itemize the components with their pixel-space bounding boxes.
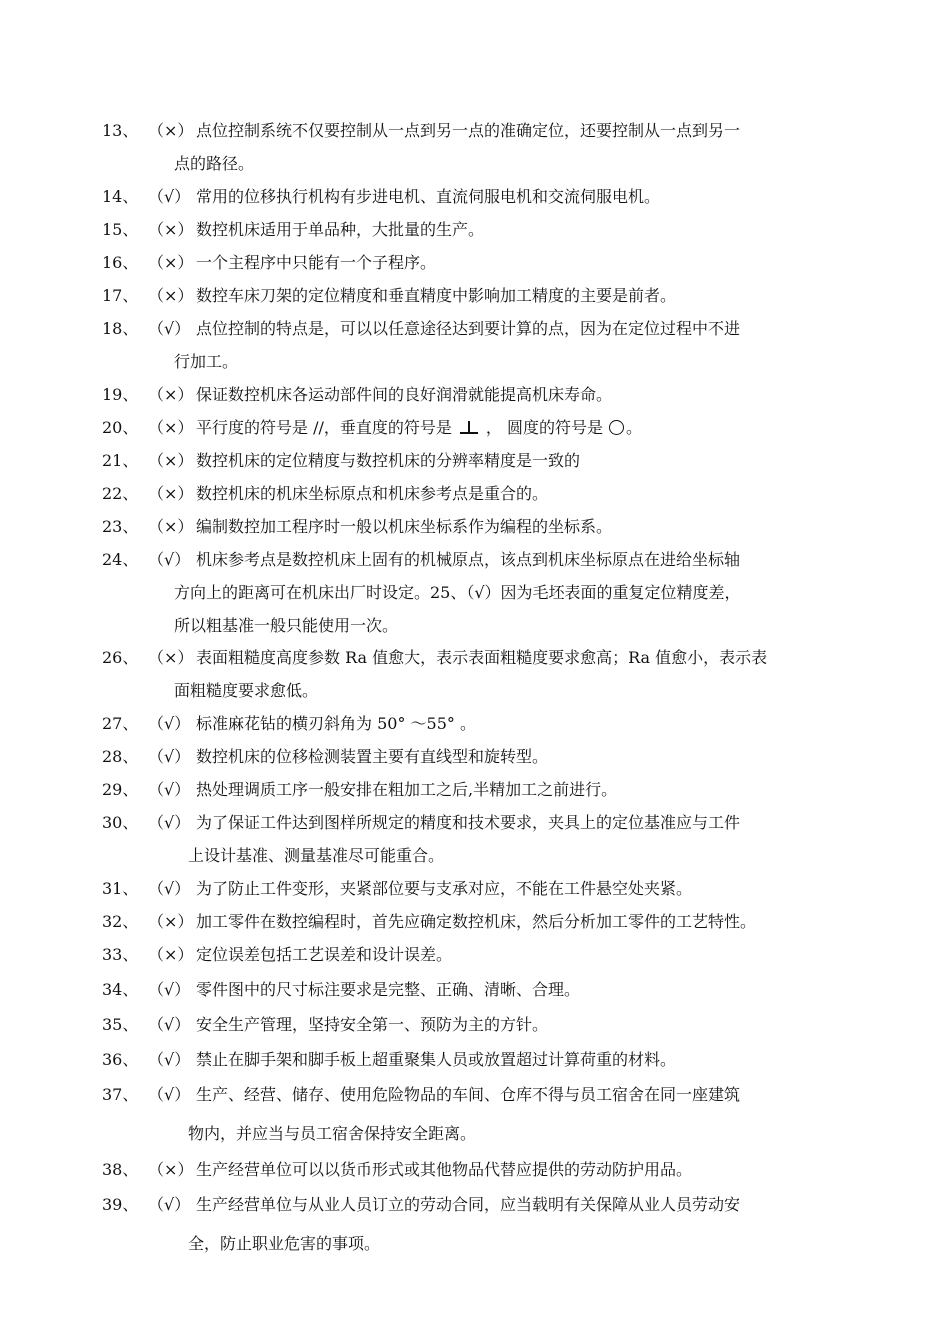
question-text: 安全生产管理，坚持安全第一、预防为主的方针。 bbox=[196, 1015, 549, 1034]
answer-mark: （√） bbox=[148, 747, 191, 766]
question-number: 17、 bbox=[102, 286, 139, 305]
question-text-continued: 方向上的距离可在机床出厂时设定。25、（√）因为毛坯表面的重复定位精度差， bbox=[174, 583, 741, 602]
answer-mark: （√） bbox=[148, 550, 191, 569]
question-24 bbox=[102, 543, 872, 642]
question-text: 加工零件在数控编程时，首先应确定数控机床，然后分析加工零件的工艺特性。 bbox=[196, 912, 757, 931]
question-text: 一个主程序中只能有一个子程序。 bbox=[196, 253, 437, 272]
question-text: 常用的位移执行机构有步进电机、直流伺服电机和交流伺服电机。 bbox=[196, 187, 661, 206]
question-text: 生产、经营、储存、使用危险物品的车间、仓库不得与员工宿舍在同一座建筑 bbox=[196, 1085, 741, 1104]
question-text: 点位控制的特点是，可以以任意途径达到要计算的点，因为在定位过程中不进 bbox=[196, 319, 741, 338]
question-28 bbox=[102, 740, 872, 773]
question-number: 19、 bbox=[102, 385, 139, 404]
answer-mark: （×） bbox=[148, 912, 194, 931]
perpendicularity-symbol-icon bbox=[458, 419, 480, 435]
question-text: 定位误差包括工艺误差和设计误差。 bbox=[196, 945, 453, 964]
answer-mark: （√） bbox=[148, 879, 191, 898]
question-number: 16、 bbox=[102, 253, 139, 272]
question-number: 13、 bbox=[102, 121, 139, 140]
answer-mark: （√） bbox=[148, 319, 191, 338]
answer-mark: （×） bbox=[148, 418, 194, 437]
answer-mark: （√） bbox=[148, 813, 191, 832]
answer-mark: （√） bbox=[148, 1050, 191, 1069]
question-text: 数控机床的机床坐标原点和机床参考点是重合的。 bbox=[196, 484, 549, 503]
answer-mark: （√） bbox=[148, 780, 191, 799]
question-number: 15、 bbox=[102, 220, 139, 239]
question-34 bbox=[102, 973, 872, 1006]
question-text: 编制数控加工程序时一般以机床坐标系作为编程的坐标系。 bbox=[196, 517, 613, 536]
question-number: 28、 bbox=[102, 747, 139, 766]
question-18 bbox=[102, 312, 872, 378]
question-text: 表面粗糙度高度参数 Ra 值愈大，表示表面粗糙度要求愈高；Ra 值愈小，表示表 bbox=[196, 648, 768, 667]
question-number: 38、 bbox=[102, 1160, 139, 1179]
answer-mark: （×） bbox=[148, 1160, 194, 1179]
question-text-continued: 上设计基准、测量基准尽可能重合。 bbox=[188, 846, 445, 865]
question-text-continued: 面粗糙度要求愈低。 bbox=[174, 681, 319, 700]
question-text: 热处理调质工序一般安排在粗加工之后,半精加工之前进行。 bbox=[196, 780, 618, 799]
question-number: 36、 bbox=[102, 1050, 139, 1069]
question-text-continued: 全，防止职业危害的事项。 bbox=[188, 1234, 381, 1253]
question-23 bbox=[102, 510, 872, 543]
question-16 bbox=[102, 246, 872, 279]
question-33 bbox=[102, 938, 872, 971]
question-text: 数控车床刀架的定位精度和垂直精度中影响加工精度的主要是前者。 bbox=[196, 286, 677, 305]
question-text: 。 bbox=[625, 418, 642, 437]
question-21 bbox=[102, 444, 872, 477]
question-38 bbox=[102, 1153, 872, 1186]
question-number: 21、 bbox=[102, 451, 139, 470]
circularity-symbol-icon bbox=[609, 420, 624, 435]
question-text: 数控机床的定位精度与数控机床的分辨率精度是一致的 bbox=[196, 451, 581, 470]
question-number: 14、 bbox=[102, 187, 139, 206]
question-29 bbox=[102, 773, 872, 806]
question-number: 33、 bbox=[102, 945, 139, 964]
question-number: 35、 bbox=[102, 1015, 139, 1034]
question-30 bbox=[102, 806, 872, 872]
question-37 bbox=[102, 1078, 872, 1150]
answer-mark: （×） bbox=[148, 253, 194, 272]
question-text-continued: 所以粗基准一般只能使用一次。 bbox=[174, 616, 399, 635]
question-text: 生产经营单位可以以货币形式或其他物品代替应提供的劳动防护用品。 bbox=[196, 1160, 693, 1179]
answer-mark: （√） bbox=[148, 1195, 191, 1214]
question-text: 为了防止工件变形，夹紧部位要与支承对应，不能在工件悬空处夹紧。 bbox=[196, 879, 693, 898]
answer-mark: （×） bbox=[148, 286, 194, 305]
answer-mark: （√） bbox=[148, 714, 191, 733]
question-text: 禁止在脚手架和脚手板上超重聚集人员或放置超过计算荷重的材料。 bbox=[196, 1050, 677, 1069]
question-13 bbox=[102, 114, 872, 180]
question-15 bbox=[102, 213, 872, 246]
question-number: 39、 bbox=[102, 1195, 139, 1214]
answer-mark: （√） bbox=[148, 187, 191, 206]
question-number: 32、 bbox=[102, 912, 139, 931]
question-text: 点位控制系统不仅要控制从一点到另一点的准确定位，还要控制从一点到另一 bbox=[196, 121, 741, 140]
question-22 bbox=[102, 477, 872, 510]
answer-mark: （√） bbox=[148, 1015, 191, 1034]
answer-mark: （×） bbox=[148, 648, 194, 667]
question-number: 24、 bbox=[102, 550, 139, 569]
question-number: 20、 bbox=[102, 418, 139, 437]
question-19 bbox=[102, 378, 872, 411]
question-text-continued: 行加工。 bbox=[174, 352, 239, 371]
question-text: 机床参考点是数控机床上固有的机械原点，该点到机床坐标原点在进给坐标轴 bbox=[196, 550, 741, 569]
answer-mark: （×） bbox=[148, 517, 194, 536]
question-number: 23、 bbox=[102, 517, 139, 536]
question-36 bbox=[102, 1043, 872, 1076]
answer-mark: （×） bbox=[148, 385, 194, 404]
question-number: 29、 bbox=[102, 780, 139, 799]
question-number: 27、 bbox=[102, 714, 139, 733]
question-27 bbox=[102, 707, 872, 740]
question-14 bbox=[102, 180, 872, 213]
question-31 bbox=[102, 872, 872, 905]
question-26 bbox=[102, 641, 872, 707]
answer-mark: （×） bbox=[148, 451, 194, 470]
answer-mark: （×） bbox=[148, 121, 194, 140]
question-number: 18、 bbox=[102, 319, 139, 338]
question-text: 生产经营单位与从业人员订立的劳动合同，应当载明有关保障从业人员劳动安 bbox=[196, 1195, 741, 1214]
answer-mark: （×） bbox=[148, 484, 194, 503]
question-text: 零件图中的尺寸标注要求是完整、正确、清晰、合理。 bbox=[196, 980, 581, 999]
question-text: 保证数控机床各运动部件间的良好润滑就能提高机床寿命。 bbox=[196, 385, 613, 404]
question-text-continued: 物内，并应当与员工宿舍保持安全距离。 bbox=[188, 1124, 477, 1143]
answer-mark: （√） bbox=[148, 980, 191, 999]
question-39 bbox=[102, 1188, 872, 1260]
question-number: 22、 bbox=[102, 484, 139, 503]
answer-mark: （×） bbox=[148, 220, 194, 239]
question-number: 34、 bbox=[102, 980, 139, 999]
question-text: 数控机床的位移检测装置主要有直线型和旋转型。 bbox=[196, 747, 549, 766]
question-number: 26、 bbox=[102, 648, 139, 667]
question-text: ， 圆度的符号是 bbox=[485, 418, 603, 437]
question-35 bbox=[102, 1008, 872, 1041]
question-text: 数控机床适用于单品种，大批量的生产。 bbox=[196, 220, 485, 239]
question-text: 平行度的符号是 //，垂直度的符号是 bbox=[196, 418, 452, 437]
answer-mark: （√） bbox=[148, 1085, 191, 1104]
answer-mark: （×） bbox=[148, 945, 194, 964]
question-number: 30、 bbox=[102, 813, 139, 832]
question-20 bbox=[102, 411, 872, 444]
question-number: 31、 bbox=[102, 879, 139, 898]
question-text: 标准麻花钻的横刃斜角为 50° ～55° 。 bbox=[196, 714, 476, 733]
question-number: 37、 bbox=[102, 1085, 139, 1104]
question-text-continued: 点的路径。 bbox=[174, 154, 255, 173]
question-text: 为了保证工件达到图样所规定的精度和技术要求，夹具上的定位基准应与工件 bbox=[196, 813, 741, 832]
question-32 bbox=[102, 905, 872, 938]
question-17 bbox=[102, 279, 872, 312]
